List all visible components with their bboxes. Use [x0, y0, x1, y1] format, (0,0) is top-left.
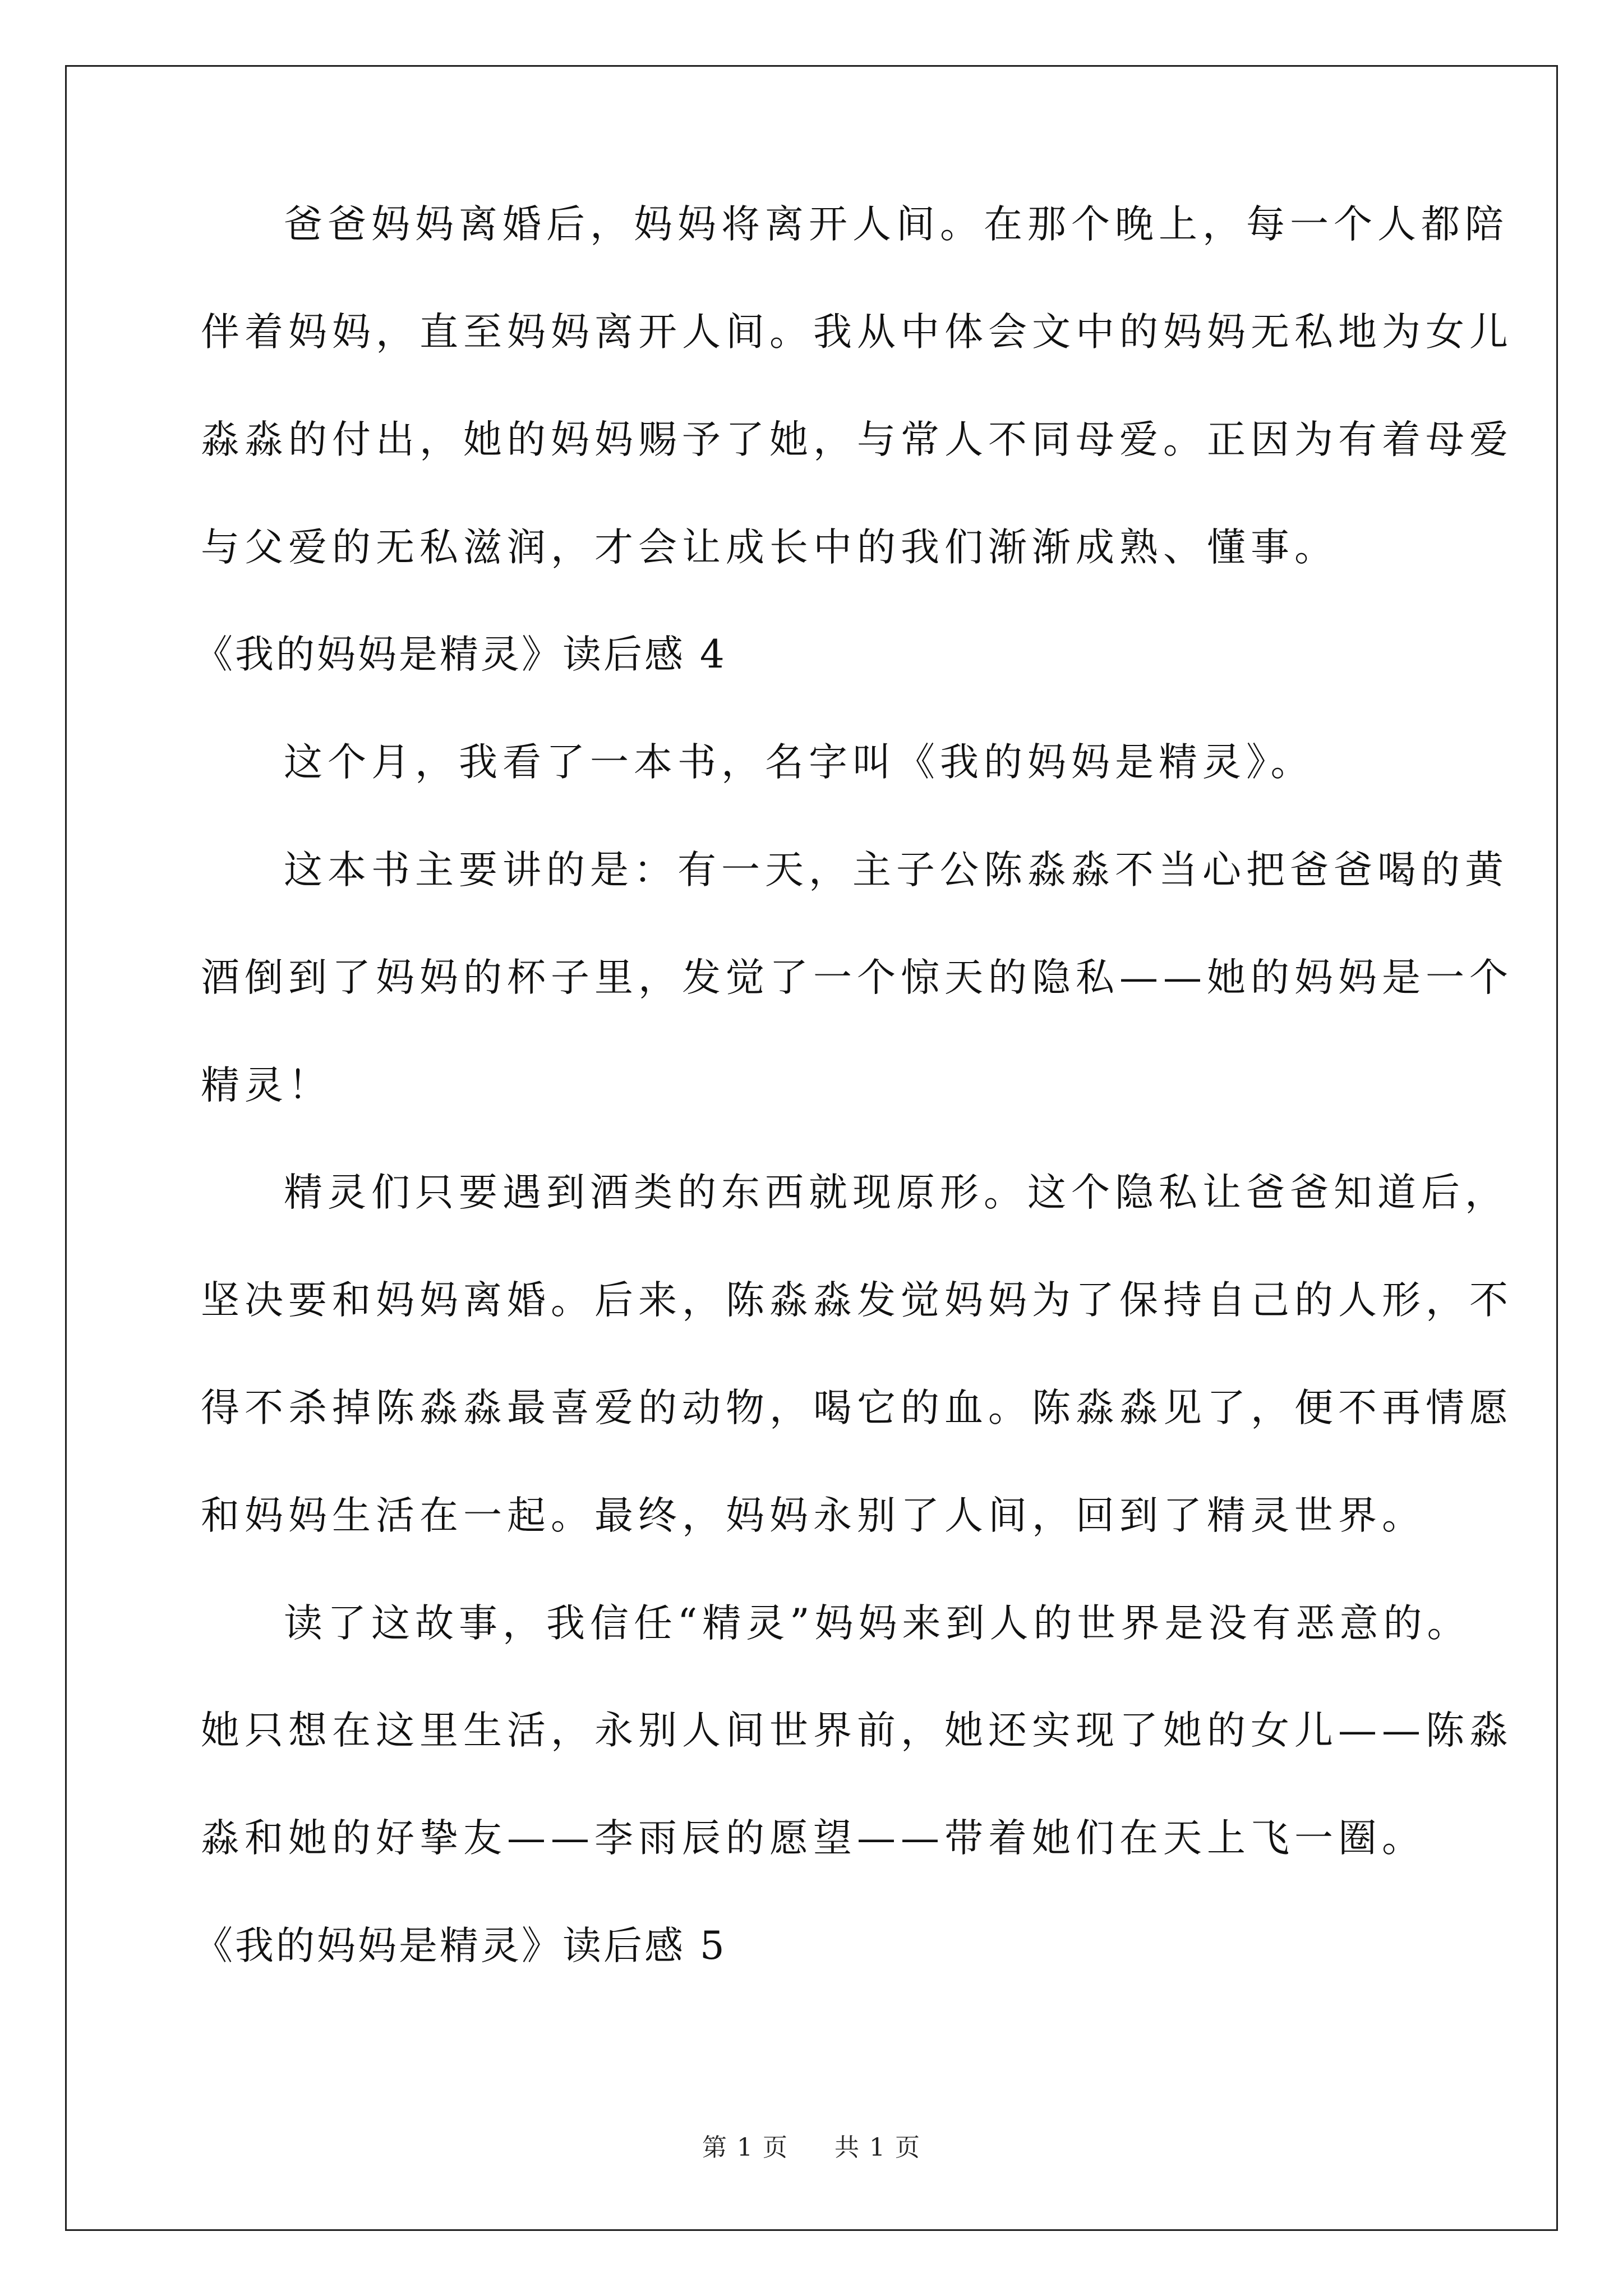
paragraph-line: 伴着妈妈，直至妈妈离开人间。我从中体会文中的妈妈无私地为女儿 — [201, 310, 1513, 355]
paragraph-line: 得不杀掉陈淼淼最喜爱的动物，喝它的血。陈淼淼见了，便不再情愿 — [201, 1386, 1513, 1430]
paragraph-line: 精灵！ — [201, 1063, 332, 1108]
paragraph-line: 精灵们只要遇到酒类的东西就现原形。这个隐私让爸爸知道后， — [284, 1170, 1509, 1215]
paragraph-line: 她只想在这里生活，永别人间世界前，她还实现了她的女儿——陈淼 — [201, 1708, 1513, 1753]
paragraph-line: 淼淼的付出，她的妈妈赐予了她，与常人不同母爱。正因为有着母爱 — [201, 417, 1513, 462]
page-footer — [0, 2127, 1623, 2163]
paragraph-line: 这个月，我看了一本书，名字叫《我的妈妈是精灵》。 — [284, 740, 1315, 785]
paragraph-line: 和妈妈生活在一起。最终，妈妈永别了人间，回到了精灵世界。 — [201, 1493, 1426, 1538]
paragraph-line: 坚决要和妈妈离婚。后来，陈淼淼发觉妈妈为了保持自己的人形，不 — [201, 1278, 1513, 1323]
paragraph-line: 爸爸妈妈离婚后，妈妈将离开人间。在那个晚上，每一个人都陪 — [284, 202, 1509, 247]
page-number: 第 1 页 — [702, 2133, 789, 2162]
section-heading: 《我的妈妈是精灵》读后感 5 — [194, 1924, 727, 1968]
paragraph-line: 淼和她的好挚友——李雨辰的愿望——带着她们在天上飞一圈。 — [201, 1816, 1426, 1861]
section-heading: 《我的妈妈是精灵》读后感 4 — [194, 632, 727, 677]
paragraph-line: 与父爱的无私滋润，才会让成长中的我们渐渐成熟、懂事。 — [201, 525, 1338, 570]
paragraph-line: 这本书主要讲的是：有一天，主子公陈淼淼不当心把爸爸喝的黄 — [284, 848, 1509, 892]
paragraph-line: 读了这故事，我信任“精灵”妈妈来到人的世界是没有恶意的。 — [284, 1601, 1471, 1646]
paragraph-line: 酒倒到了妈妈的杯子里，发觉了一个惊天的隐私——她的妈妈是一个 — [201, 955, 1513, 1000]
page-border — [65, 65, 1558, 2231]
page-total: 共 1 页 — [834, 2133, 921, 2162]
